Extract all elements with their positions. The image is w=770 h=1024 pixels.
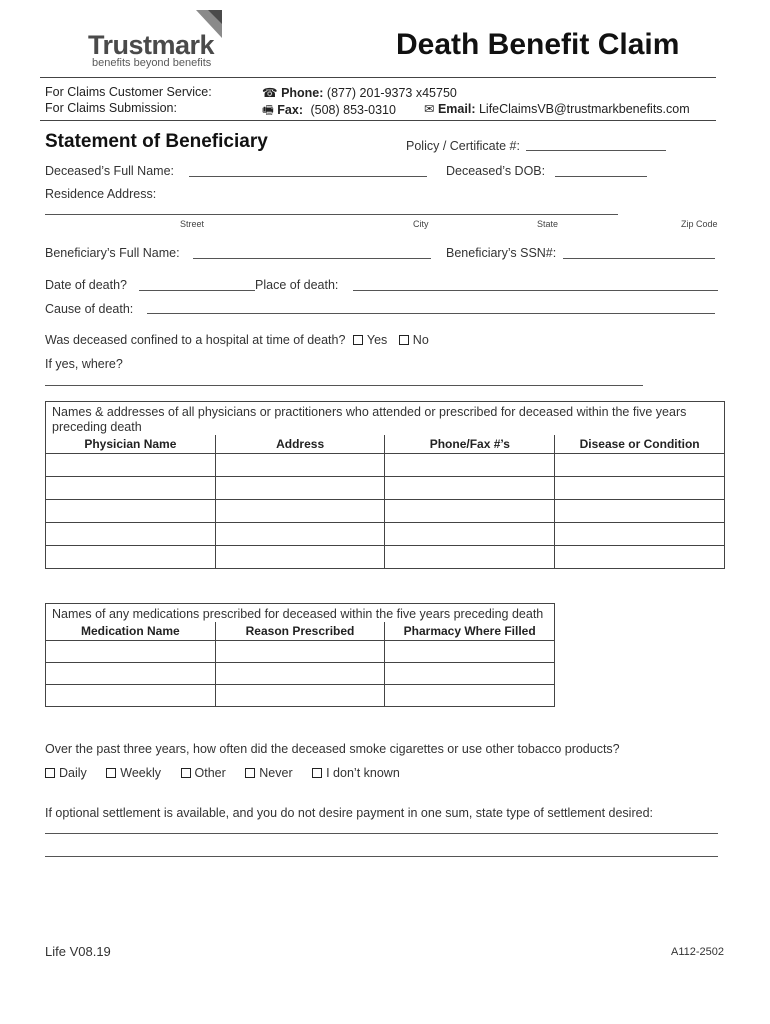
table-row bbox=[46, 685, 555, 707]
beneficiary-name-field[interactable] bbox=[193, 258, 431, 259]
daily-checkbox[interactable] bbox=[45, 768, 55, 778]
table-cell[interactable] bbox=[46, 523, 216, 546]
table-row bbox=[46, 641, 555, 663]
table-cell[interactable] bbox=[385, 477, 555, 500]
table-cell[interactable] bbox=[555, 500, 725, 523]
other-checkbox[interactable] bbox=[181, 768, 191, 778]
table-cell[interactable] bbox=[215, 500, 385, 523]
table-cell[interactable] bbox=[385, 523, 555, 546]
table-cell[interactable] bbox=[555, 523, 725, 546]
table-row bbox=[46, 546, 725, 569]
place-of-death-label: Place of death: bbox=[255, 278, 339, 292]
beneficiary-name-label: Beneficiary’s Full Name: bbox=[45, 246, 180, 260]
state-label: State bbox=[537, 219, 559, 229]
header-address: Address bbox=[215, 435, 385, 454]
service-label: For Claims Customer Service: bbox=[45, 85, 212, 99]
table-cell[interactable] bbox=[385, 500, 555, 523]
table-cell[interactable] bbox=[215, 546, 385, 569]
deceased-dob-label: Deceased’s DOB: bbox=[446, 164, 546, 178]
table-cell[interactable] bbox=[385, 641, 555, 663]
table-cell[interactable] bbox=[385, 663, 555, 685]
table-cell[interactable] bbox=[215, 477, 385, 500]
deceased-name-field[interactable] bbox=[189, 176, 427, 177]
table-row bbox=[46, 523, 725, 546]
table-cell[interactable] bbox=[215, 641, 385, 663]
table-cell[interactable] bbox=[555, 477, 725, 500]
if-yes-field[interactable] bbox=[45, 385, 643, 386]
cause-of-death-label: Cause of death: bbox=[45, 302, 134, 316]
tobacco-question: Over the past three years, how often did the deceased smoke cigarettes or use other tobacco products? bbox=[45, 742, 620, 756]
header-disease: Disease or Condition bbox=[555, 435, 725, 454]
deceased-name-label: Deceased’s Full Name: bbox=[45, 164, 174, 178]
table-cell[interactable] bbox=[385, 454, 555, 477]
table-cell[interactable] bbox=[46, 685, 216, 707]
form-title: Death Benefit Claim bbox=[396, 28, 680, 61]
if-yes-label: If yes, where? bbox=[45, 357, 123, 371]
phone-value[interactable]: (877) 201-9373 x45750 bbox=[326, 86, 457, 100]
never-label: Never bbox=[259, 766, 293, 780]
zip-label: Zip Code bbox=[681, 219, 718, 229]
section-title: Statement of Beneficiary bbox=[45, 131, 268, 152]
yes-checkbox[interactable] bbox=[353, 335, 363, 345]
daily-label: Daily bbox=[59, 766, 87, 780]
policy-field[interactable] bbox=[526, 150, 666, 151]
header-divider bbox=[40, 77, 716, 78]
yes-label: Yes bbox=[366, 333, 388, 347]
table-row bbox=[46, 663, 555, 685]
email-label: Email: bbox=[437, 102, 476, 116]
logo-tagline: benefits beyond benefits bbox=[92, 57, 212, 69]
header-reason-prescribed: Reason Prescribed bbox=[215, 622, 385, 641]
footer-version: Life V08.19 bbox=[45, 944, 111, 959]
table-cell[interactable] bbox=[46, 663, 216, 685]
hospital-question-row bbox=[45, 333, 429, 347]
table-cell[interactable] bbox=[385, 546, 555, 569]
phone-label: Phone: bbox=[281, 86, 324, 100]
table-cell[interactable] bbox=[555, 546, 725, 569]
cause-of-death-field[interactable] bbox=[147, 313, 715, 314]
medications-table bbox=[45, 603, 555, 707]
fax-icon: 🖷 bbox=[262, 103, 274, 117]
table-cell[interactable] bbox=[46, 477, 216, 500]
table-row bbox=[46, 477, 725, 500]
policy-label: Policy / Certificate #: bbox=[406, 139, 520, 153]
fax-label: Fax: bbox=[277, 103, 303, 117]
deceased-dob-field[interactable] bbox=[555, 176, 647, 177]
unknown-label: I don’t known bbox=[326, 766, 400, 780]
contact-divider bbox=[40, 120, 716, 121]
beneficiary-ssn-label: Beneficiary’s SSN#: bbox=[446, 246, 557, 260]
header-medication-name: Medication Name bbox=[46, 622, 216, 641]
table-row bbox=[46, 454, 725, 477]
date-of-death-field[interactable] bbox=[139, 290, 255, 291]
tobacco-options bbox=[45, 766, 400, 780]
city-label: City bbox=[413, 219, 429, 229]
date-of-death-label: Date of death? bbox=[45, 278, 128, 292]
table-cell[interactable] bbox=[46, 500, 216, 523]
table-row bbox=[46, 500, 725, 523]
logo-text: Trustmark bbox=[88, 30, 215, 60]
table-cell[interactable] bbox=[215, 454, 385, 477]
fax-line bbox=[262, 101, 396, 122]
physicians-caption: Names & addresses of all physicians or practitioners who attended or prescribed for deceased within the five years preceding death bbox=[46, 402, 725, 436]
other-label: Other bbox=[194, 766, 226, 780]
residence-field[interactable] bbox=[45, 214, 618, 215]
header-phone-fax: Phone/Fax #’s bbox=[385, 435, 555, 454]
no-checkbox[interactable] bbox=[399, 335, 409, 345]
hospital-question: Was deceased confined to a hospital at time of death? bbox=[45, 333, 346, 347]
table-cell[interactable] bbox=[46, 641, 216, 663]
table-cell[interactable] bbox=[215, 685, 385, 707]
phone-icon: ☎ bbox=[262, 86, 278, 100]
fax-value[interactable]: (508) 853-0310 bbox=[310, 103, 396, 117]
never-checkbox[interactable] bbox=[245, 768, 255, 778]
footer-form-number: A112-2502 bbox=[671, 946, 725, 958]
street-label: Street bbox=[180, 219, 205, 229]
table-cell[interactable] bbox=[46, 546, 216, 569]
beneficiary-ssn-field[interactable] bbox=[563, 258, 715, 259]
submission-label: For Claims Submission: bbox=[45, 101, 177, 115]
header-pharmacy: Pharmacy Where Filled bbox=[385, 622, 555, 641]
header-physician-name: Physician Name bbox=[46, 435, 216, 454]
settlement-field-1[interactable] bbox=[45, 833, 718, 834]
unknown-checkbox[interactable] bbox=[312, 768, 322, 778]
place-of-death-field[interactable] bbox=[353, 290, 718, 291]
table-cell[interactable] bbox=[555, 454, 725, 477]
phone-line bbox=[262, 85, 457, 100]
email-value[interactable]: LifeClaimsVB@trustmarkbenefits.com bbox=[478, 102, 690, 116]
medications-caption: Names of any medications prescribed for deceased within the five years preceding death bbox=[46, 604, 555, 623]
settlement-question: If optional settlement is available, and you do not desire payment in one sum, state type of settlement desired: bbox=[45, 806, 653, 820]
no-label: No bbox=[412, 333, 429, 347]
residence-label: Residence Address: bbox=[45, 187, 157, 201]
table-cell[interactable] bbox=[385, 685, 555, 707]
settlement-field-2[interactable] bbox=[45, 856, 718, 857]
weekly-checkbox[interactable] bbox=[106, 768, 116, 778]
email-line bbox=[424, 101, 690, 116]
envelope-icon: ✉ bbox=[424, 102, 435, 116]
table-cell[interactable] bbox=[46, 454, 216, 477]
physicians-table bbox=[45, 401, 725, 569]
table-cell[interactable] bbox=[215, 523, 385, 546]
weekly-label: Weekly bbox=[120, 766, 162, 780]
table-cell[interactable] bbox=[215, 663, 385, 685]
